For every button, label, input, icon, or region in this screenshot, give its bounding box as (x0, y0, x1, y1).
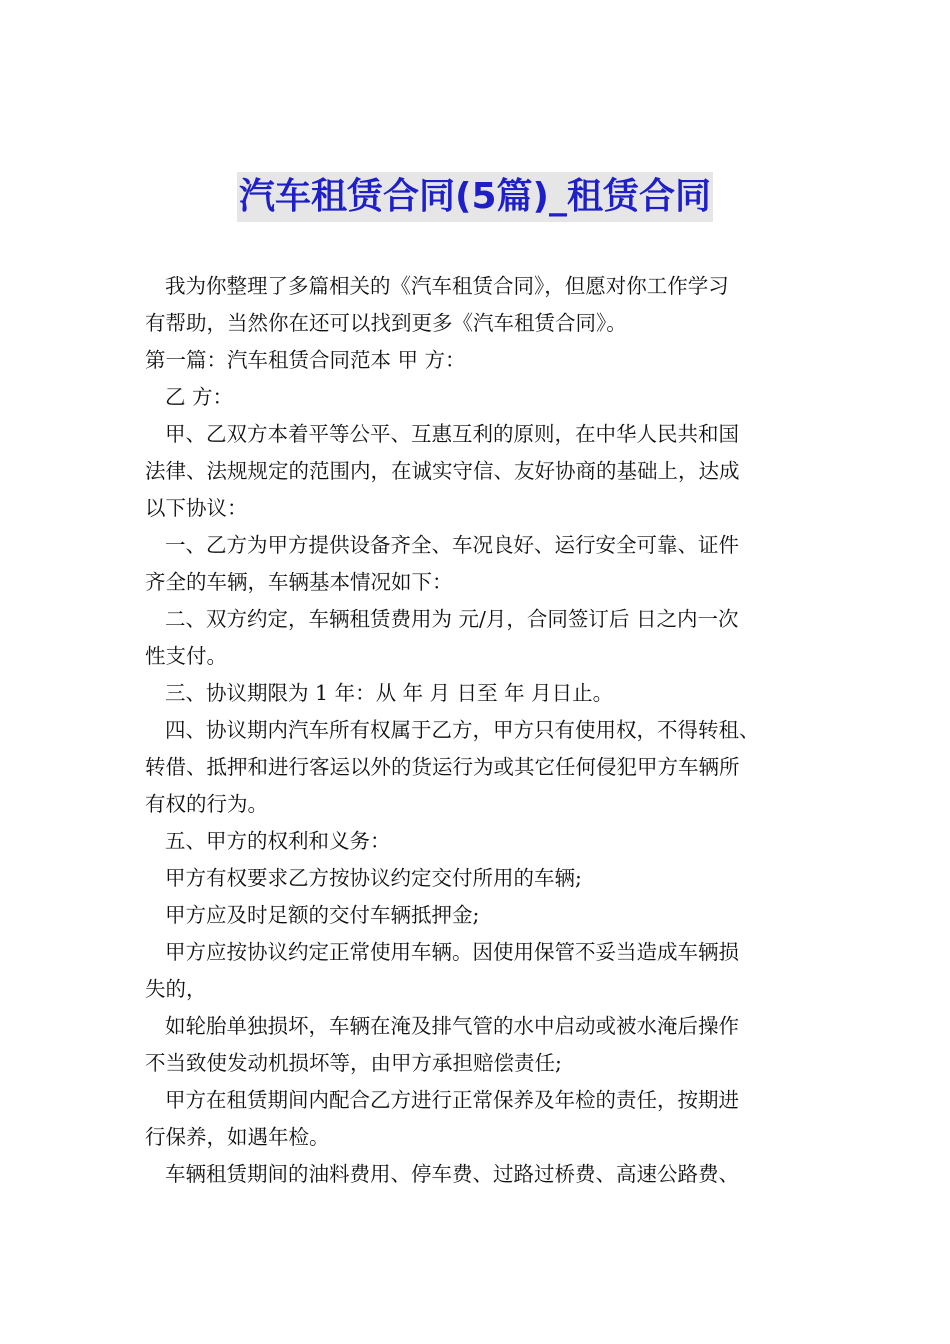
text-line: 齐全的车辆，车辆基本情况如下： (145, 570, 453, 594)
document-title: 汽车租赁合同(5篇)_租赁合同 (237, 172, 713, 222)
text-line: 失的， (145, 977, 207, 1001)
title-container (0, 172, 950, 222)
text-line: 四、协议期内汽车所有权属于乙方，甲方只有使用权，不得转租、 (165, 718, 760, 742)
text-line: 有帮助，当然你在还可以找到更多《汽车租赁合同》。 (145, 311, 627, 335)
text-line: 第一篇：汽车租赁合同范本 甲 方： (145, 348, 466, 372)
text-line: 一、乙方为甲方提供设备齐全、车况良好、运行安全可靠、证件 (165, 533, 739, 557)
text-line: 有权的行为。 (145, 792, 268, 816)
text-line: 甲、乙双方本着平等公平、互惠互利的原则，在中华人民共和国 (165, 422, 739, 446)
text-line: 乙 方： (165, 385, 234, 409)
text-line: 车辆租赁期间的油料费用、停车费、过路过桥费、高速公路费、 (165, 1162, 739, 1186)
text-line: 三、协议期限为 1 年：从 年 月 日至 年 月日止。 (165, 681, 614, 705)
text-line: 性支付。 (145, 644, 227, 668)
text-line: 行保养，如遇年检。 (145, 1125, 330, 1149)
text-line: 如轮胎单独损坏，车辆在淹及排气管的水中启动或被水淹后操作 (165, 1014, 739, 1038)
text-line: 甲方应及时足额的交付车辆抵押金; (165, 903, 480, 927)
text-line: 二、双方约定，车辆租赁费用为 元/月，合同签订后 日之内一次 (165, 607, 739, 631)
text-line: 我为你整理了多篇相关的《汽车租赁合同》，但愿对你工作学习 (165, 274, 729, 298)
text-line: 转借、抵押和进行客运以外的货运行为或其它任何侵犯甲方车辆所 (145, 755, 740, 779)
text-line: 不当致使发动机损坏等，由甲方承担赔偿责任; (145, 1051, 562, 1075)
text-line: 甲方在租赁期间内配合乙方进行正常保养及年检的责任，按期进 (165, 1088, 739, 1112)
text-line: 甲方有权要求乙方按协议约定交付所用的车辆; (165, 866, 582, 890)
document-body (145, 268, 811, 1193)
text-line: 五、甲方的权利和义务： (165, 829, 391, 853)
text-line: 以下协议： (145, 496, 248, 520)
text-line: 法律、法规规定的范围内，在诚实守信、友好协商的基础上，达成 (145, 459, 740, 483)
text-line: 甲方应按协议约定正常使用车辆。因使用保管不妥当造成车辆损 (165, 940, 739, 964)
